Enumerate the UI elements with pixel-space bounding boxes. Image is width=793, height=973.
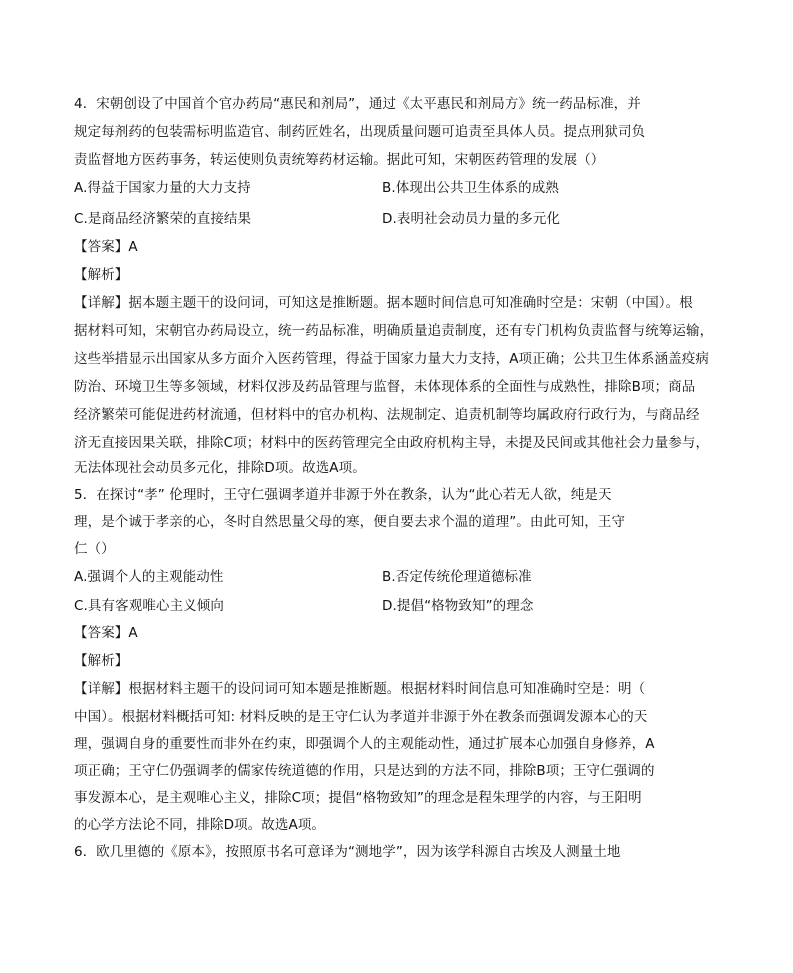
q4-detail-line-2: 据材料可知，宋朝官办药局设立，统一药品标准，明确质量追责制度，还有专门机构负责监督与统筹运输， bbox=[74, 323, 714, 339]
q4-option-b: B.体现出公共卫生体系的成熟 bbox=[382, 180, 559, 196]
q5-option-c: C.具有客观唯心主义倾向 bbox=[74, 598, 224, 614]
q5-detail-line-4: 项正确；王守仁仍强调孝的儒家传统道德的作用，只是达到的方法不同，排除B项；王守仁强调的 bbox=[74, 763, 655, 779]
q5-stem-line-1: 5．在探讨“孝” 伦理时，王守仁强调孝道并非源于外在教条，认为“此心若无人欲，纯是天 bbox=[74, 487, 612, 503]
q4-detail-line-4: 防治、环境卫生等多领域，材料仅涉及药品管理与监督，未体现体系的全面性与成熟性，排除B项；商品 bbox=[74, 379, 696, 395]
q4-stem-line-1: 4．宋朝创设了中国首个官办药局“惠民和剂局”，通过《太平惠民和剂局方》统一药品标准，并 bbox=[74, 96, 641, 112]
q5-option-a: A.强调个人的主观能动性 bbox=[74, 569, 224, 585]
q4-detail-line-1: 【详解】据本题主题干的设问词，可知这是推断题。据本题时间信息可知准确时空是：宋朝（中国）。根 bbox=[74, 295, 693, 311]
q4-option-d: D.表明社会动员力量的多元化 bbox=[382, 211, 561, 227]
q5-detail-line-1: 【详解】根据材料主题干的设问词可知本题是推断题。根据材料时间信息可知准确时空是：明（ bbox=[74, 681, 646, 697]
q6-stem-line-1: 6．欧几里德的《原本》，按照原书名可意译为“测地学”，因为该学科源自古埃及人测量土地 bbox=[74, 844, 621, 860]
q5-detail-line-3: 理，强调自身的重要性而非外在约束，即强调个人的主观能动性，通过扩展本心加强自身修养，A bbox=[74, 736, 655, 752]
q4-detail-line-7: 无法体现社会动员多元化，排除D项。故选A项。 bbox=[74, 460, 366, 476]
q4-option-a: A.得益于国家力量的大力支持 bbox=[74, 180, 251, 196]
q4-detail-line-6: 济无直接因果关联，排除C项；材料中的医药管理完全由政府机构主导，未提及民间或其他社会力量参与， bbox=[74, 435, 710, 451]
q4-stem-line-2: 规定每剂药的包装需标明监造官、制药匠姓名，出现质量问题可追责至具体人员。提点刑狱司负 bbox=[74, 124, 646, 140]
q5-option-b: B.否定传统伦理道德标准 bbox=[382, 569, 532, 585]
q5-answer: 【答案】A bbox=[74, 625, 138, 641]
q4-option-c: C.是商品经济繁荣的直接结果 bbox=[74, 211, 252, 227]
q5-option-d: D.提倡“格物致知”的理念 bbox=[382, 598, 534, 614]
q5-detail-line-6: 的心学方法论不同，排除D项。故选A项。 bbox=[74, 817, 326, 833]
q5-detail-line-5: 事发源本心，是主观唯心主义，排除C项；提倡“格物致知”的理念是程朱理学的内容，与王阳明 bbox=[74, 790, 642, 806]
q5-analysis-label: 【解析】 bbox=[74, 653, 129, 669]
q5-detail-line-2: 中国）。根据材料概括可知: 材料反映的是王守仁认为孝道并非源于外在教条而强调发源本心的天 bbox=[74, 709, 648, 725]
q4-stem-line-3: 责监督地方医药事务，转运使则负责统筹药材运输。据此可知，宋朝医药管理的发展（） bbox=[74, 152, 605, 168]
q5-stem-line-3: 仁（） bbox=[74, 541, 115, 557]
q4-detail-line-5: 经济繁荣可能促进药材流通，但材料中的官办机构、法规制定、追责机制等均属政府行政行为，与商品经 bbox=[74, 407, 700, 423]
q4-answer: 【答案】A bbox=[74, 239, 138, 255]
q5-stem-line-2: 理，是个诚于孝亲的心，冬时自然思量父母的寒，便自要去求个温的道理”。由此可知，王守 bbox=[74, 514, 626, 530]
q4-analysis-label: 【解析】 bbox=[74, 267, 129, 283]
q4-detail-line-3: 这些举措显示出国家从多方面介入医药管理，得益于国家力量大力支持，A项正确；公共卫生体系涵盖疫病 bbox=[74, 351, 709, 367]
